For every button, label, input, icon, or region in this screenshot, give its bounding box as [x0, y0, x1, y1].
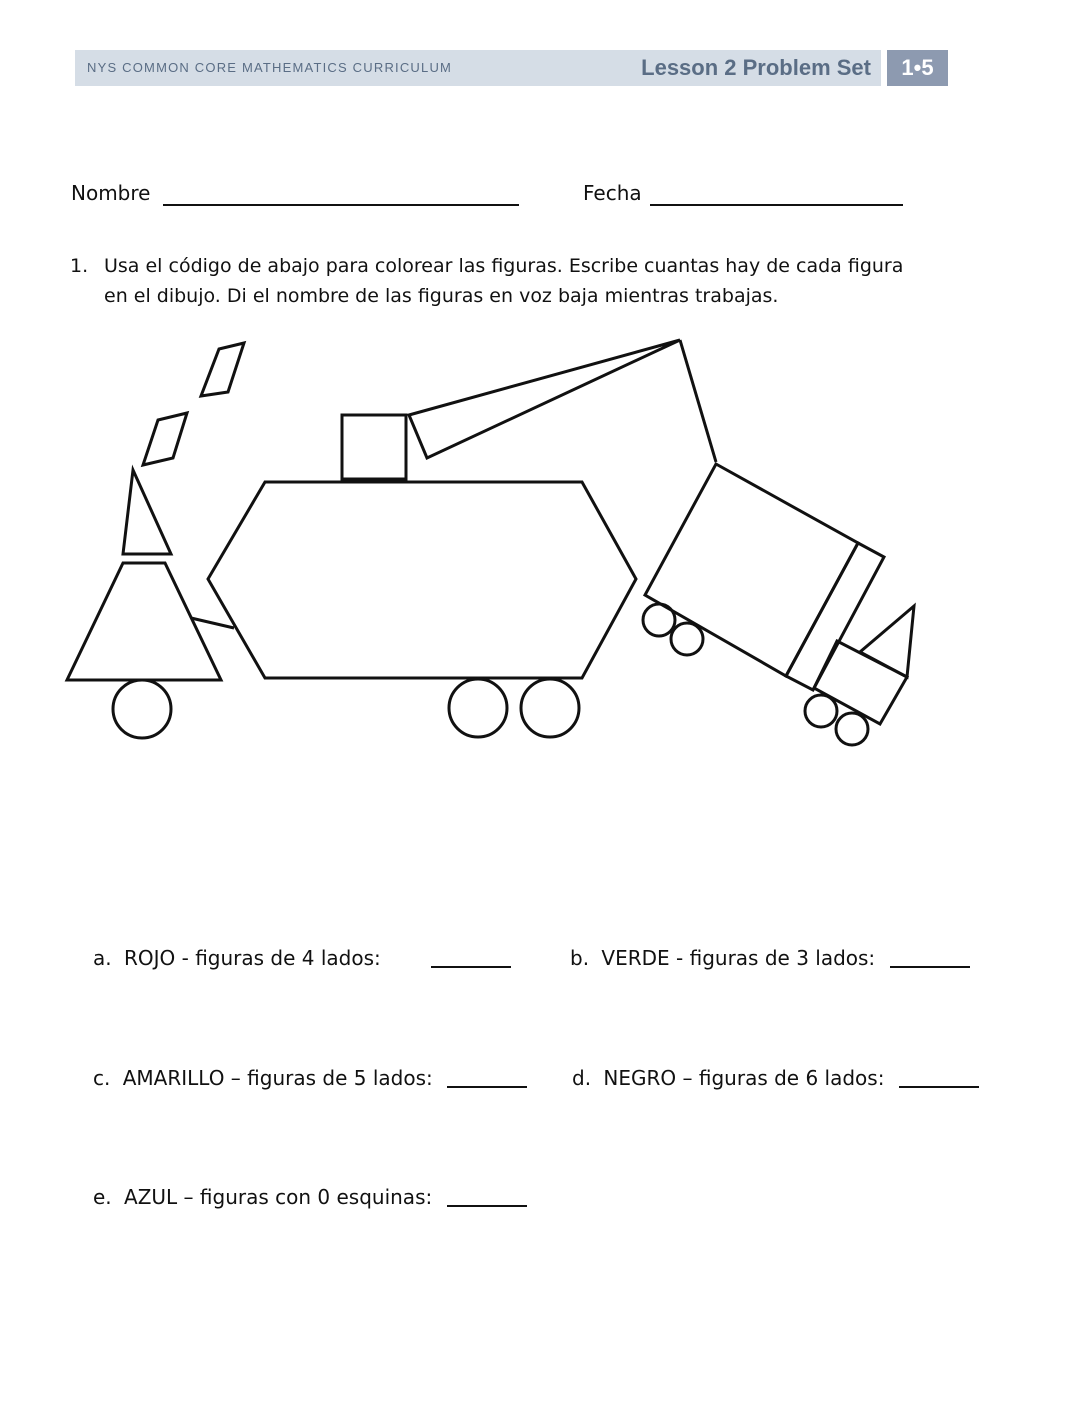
instruction-line-1: Usa el código de abajo para colorear las figuras. Escribe cuantas hay de cada figura — [104, 255, 904, 277]
question-text: AMARILLO – figuras de 5 lados: — [122, 1066, 433, 1090]
wheel-truck-front-2 — [836, 713, 868, 745]
question-text: NEGRO – figuras de 6 lados: — [603, 1066, 885, 1090]
trapezoid-engine — [67, 563, 221, 680]
date-label: Fecha — [583, 181, 642, 205]
rhombus-smoke-top — [201, 343, 244, 396]
question-d — [572, 1066, 979, 1090]
question-letter: e. — [93, 1185, 112, 1209]
rectangle-truck-stripe — [786, 543, 884, 690]
crane-rope-line — [680, 340, 716, 462]
square-cab — [342, 415, 406, 479]
answer-blank-b[interactable] — [890, 948, 970, 968]
wheel-engine — [113, 680, 171, 738]
wheel-car-left — [449, 679, 507, 737]
question-letter: c. — [93, 1066, 111, 1090]
triangle-crane-arm — [409, 340, 680, 458]
wheel-truck-rear-2 — [671, 623, 703, 655]
answer-blank-d[interactable] — [899, 1068, 979, 1088]
lesson-title: Lesson 2 Problem Set — [641, 55, 871, 80]
grade-module-badge: 1•5 — [887, 50, 948, 86]
hitch-line — [191, 618, 234, 628]
question-a — [93, 946, 511, 970]
problem-number: 1. — [70, 255, 89, 277]
question-letter: d. — [572, 1066, 592, 1090]
question-text: VERDE - figuras de 3 lados: — [601, 946, 876, 970]
question-b — [570, 946, 970, 970]
question-letter: b. — [570, 946, 590, 970]
curriculum-title: NYS COMMON CORE MATHEMATICS CURRICULUM — [87, 60, 453, 75]
wheel-car-right — [521, 679, 579, 737]
triangle-smokestack — [123, 470, 171, 554]
wheel-truck-rear-1 — [643, 604, 675, 636]
instruction-line-2: en el dibujo. Di el nombre de las figuras en voz baja mientras trabajas. — [104, 285, 779, 307]
answer-blank-e[interactable] — [447, 1187, 527, 1207]
question-letter: a. — [93, 946, 112, 970]
question-e — [93, 1185, 527, 1209]
question-c — [93, 1066, 527, 1090]
rectangle-truck-body — [645, 464, 858, 676]
triangle-truck-front — [860, 606, 914, 677]
question-text: ROJO - figuras de 4 lados: — [123, 946, 381, 970]
answer-blank-a[interactable] — [431, 948, 511, 968]
rhombus-smoke-bottom — [143, 413, 187, 465]
question-text: AZUL – figuras con 0 esquinas: — [124, 1185, 433, 1209]
hexagon-car — [208, 482, 636, 678]
name-label: Nombre — [71, 181, 151, 205]
wheel-truck-front-1 — [805, 695, 837, 727]
answer-blank-c[interactable] — [447, 1068, 527, 1088]
